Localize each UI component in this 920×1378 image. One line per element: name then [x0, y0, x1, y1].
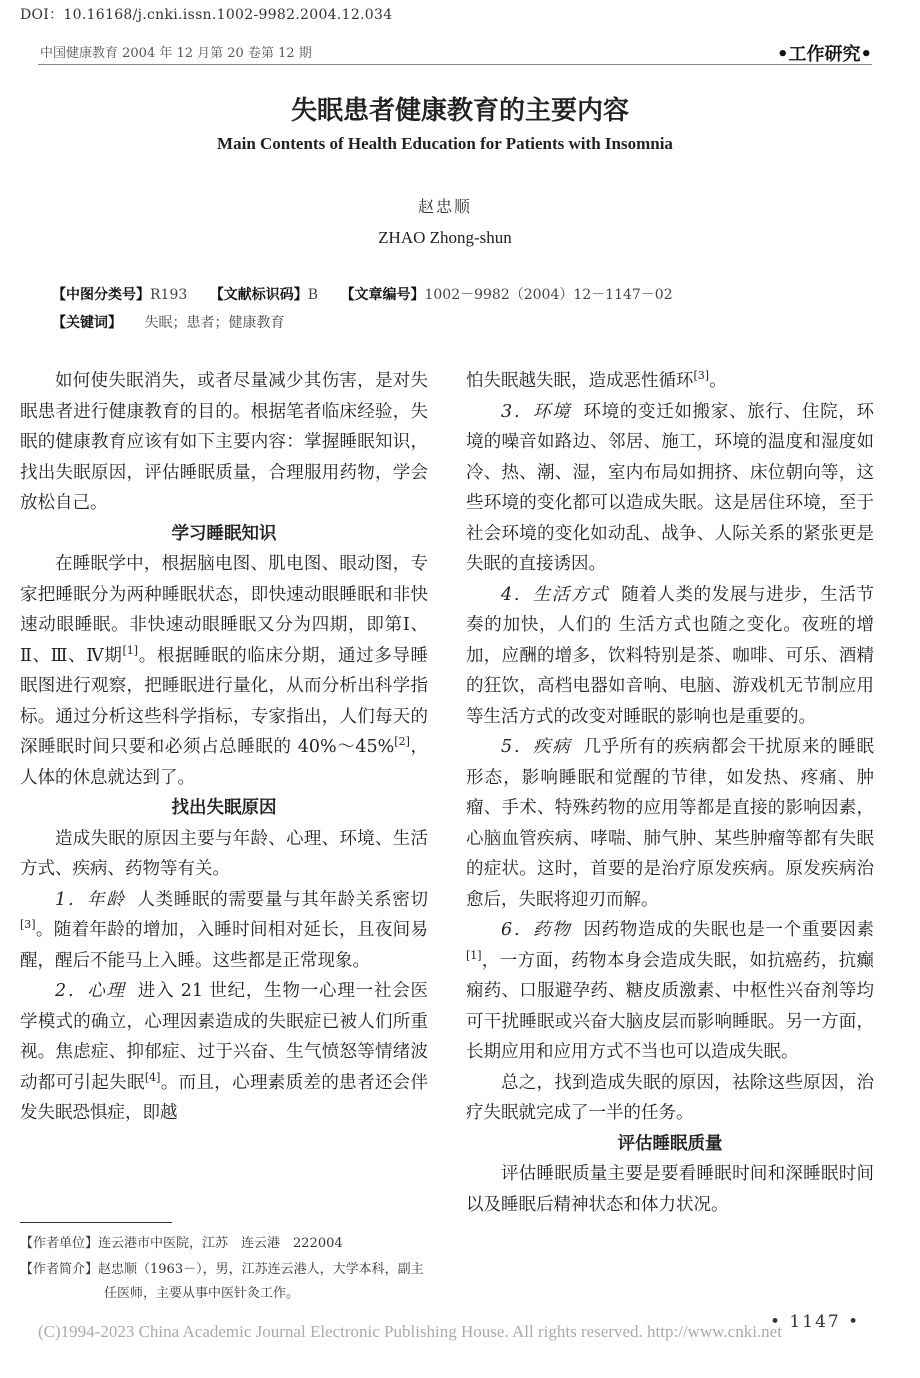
citation: [4]	[144, 1070, 161, 1084]
citation: [3]	[20, 918, 36, 932]
citation: [1]	[466, 948, 482, 962]
doc-code-label: 【文献标识码】	[209, 287, 308, 303]
clc-label: 【中图分类号】	[52, 287, 150, 303]
right-column	[466, 366, 874, 1220]
journal-info: 中国健康教育 2004 年 12 月第 20 卷第 12 期	[40, 46, 312, 61]
footnote-unit-value: 连云港市中医院，江苏 连云港 222004	[98, 1236, 343, 1251]
summary-paragraph: 总之，找到造成失眠的原因，祛除这些原因，治疗失眠就完成了一半的任务。	[466, 1072, 874, 1123]
footnote-bio	[20, 1258, 430, 1306]
page-number: • 1147 •	[770, 1312, 861, 1332]
cause-environment-paragraph: 3．环境 环境的变迁如搬家、旅行、住院，环境的噪音如路边、邻居、施工，环境的温度和湿度如冷、热、潮、湿，室内布局如拥挤、床位朝向等，这些环境的变化都可以造成失眠。这是居住环境，至于社会环境的变化如动乱、战争、人际关系的紧张更是失眠的直接诱因。	[466, 401, 874, 574]
cause-drug-paragraph: 6．药物 因药物造成的失眠也是一个重要因素[1]，一方面，药物本身会造成失眠，如抗癌药，抗癫痫药、口服避孕药、糖皮质激素、中枢性兴奋剂等均可干扰睡眠或兴奋大脑皮层而影响睡眠。另一方面，长期应用和应用方式不当也可以造成失眠。	[466, 920, 874, 1062]
keywords-label: 【关键词】	[52, 315, 122, 331]
article-number-value: 1002－9982（2004）12－1147－02	[424, 287, 673, 303]
clc-value: R193	[150, 287, 188, 303]
cause-keyword: 2．心理	[55, 981, 126, 1001]
classification-line	[52, 284, 691, 304]
cause-lifestyle-paragraph: 4．生活方式 随着人类的发展与进步，生活节奏的加快，人们的 生活方式也随之变化。夜班的增加，应酬的增多，饮料特别是茶、咖啡、可乐、酒精的狂饮，高档电器如音响、电脑、游戏机无节制应用等生活方式的改变对睡眠的影响也是重要的。	[466, 584, 875, 727]
section-heading-causes: 找出失眠原因	[171, 798, 277, 818]
citation: [1]	[122, 643, 139, 657]
footnote-unit-label: 【作者单位】	[20, 1236, 99, 1251]
title-cn: 失眠患者健康教育的主要内容	[290, 96, 629, 126]
left-column	[20, 366, 428, 1129]
cause-keyword: 1．年龄	[55, 889, 126, 910]
causes-paragraph: 造成失眠的原因主要与年龄、心理、环境、生活方式、疾病、药物等有关。	[20, 828, 428, 879]
doc-code-value: B	[307, 287, 319, 303]
section-heading-sleep-knowledge: 学习睡眠知识	[171, 523, 277, 544]
cause-illness-paragraph: 5．疾病 几乎所有的疾病都会干扰原来的睡眠形态，影响睡眠和觉醒的节律，如发热、疼痛、肿瘤、手术、特殊药物的应用等都是直接的影响因素，心脑血管疾病、哮喘、肺气肿、某些肿瘤等都有失眠的症状。这时，首要的是治疗原发疾病。原发疾病治愈后，失眠将迎刃而解。	[466, 737, 874, 910]
cause-keyword: 4．生活方式	[501, 584, 610, 605]
title-en: Main Contents of Health Education for Patients with Insomnia	[217, 134, 673, 153]
cause-keyword: 5．疾病	[501, 737, 572, 757]
author-cn: 赵忠顺	[417, 197, 472, 216]
cause-keyword: 6．药物	[501, 920, 572, 940]
footnote-rule	[20, 1222, 172, 1223]
section-heading-quality: 评估睡眠质量	[617, 1133, 723, 1154]
doi: DOI：10.16168/j.cnki.issn.1002-9982.2004.12.034	[20, 7, 393, 23]
citation: [2]	[394, 735, 410, 749]
cause-keyword: 3．环境	[501, 401, 572, 422]
quality-paragraph: 评估睡眠质量主要是要看睡眠时间和深睡眠时间以及睡眠后精神状态和体力状况。	[466, 1164, 874, 1215]
cause-psychology-paragraph: 2．心理 进入 21 世纪，生物一心理一社会医学模式的确立，心理因素造成的失眠症已被人们所重视。焦虑症、抑郁症、过于兴奋、生气愤怒等情绪波动都可引起失眠[4]。而且，心理素质差的患者还会伴发失眠恐惧症，即越	[20, 981, 429, 1123]
continued-paragraph: 怕失眠越失眠，造成恶性循环[3]。	[466, 369, 727, 391]
footnote-bio-value: 赵忠顺（1963－），男，江苏连云港人，大学本科，副主任医师，主要从事中医针灸工作。	[98, 1262, 424, 1301]
article-number-label: 【文章编号】	[340, 287, 425, 303]
cause-age-paragraph: 1．年龄 人类睡眠的需要量与其年龄关系密切[3]。随着年龄的增加，入睡时间相对延长，且夜间易醒，醒后不能马上入睡。这些都是正常现象。	[20, 889, 428, 971]
citation: [3]	[693, 369, 710, 383]
header-rule	[38, 64, 872, 65]
author-en: ZHAO Zhong-shun	[378, 228, 512, 247]
footnote-unit	[20, 1232, 430, 1256]
footnote-bio-label: 【作者简介】	[20, 1262, 99, 1277]
copyright-line: (C)1994-2023 China Academic Journal Electronic Publishing House. All rights reserved. http://www.cnki.net	[38, 1322, 782, 1341]
sleep-knowledge-paragraph: 在睡眠学中，根据脑电图、肌电图、眼动图，专家把睡眠分为两种睡眠状态，即快速动眼睡眠和非快速动眼睡眠。非快速动眼睡眠又分为四期，即第Ⅰ、Ⅱ、Ⅲ、Ⅳ期[1]。根据睡眠的临床分期，通过多导睡眠图进行观察，把睡眠进行量化，从而分析出科学指标。通过分析这些科学指标，专家指出，人们每天的深睡眠时间只要和必须占总睡眠的 40%～45%[2]，人体的休息就达到了。	[20, 554, 428, 788]
section-tag: •工作研究•	[776, 44, 872, 65]
keywords-line	[52, 312, 302, 332]
keywords-value: 失眠；患者；健康教育	[144, 315, 285, 331]
intro-paragraph: 如何使失眠消失，或者尽量减少其伤害，是对失眠患者进行健康教育的目的。根据笔者临床经验，失眠的健康教育应该有如下主要内容：掌握睡眠知识，找出失眠原因，评估睡眠质量，合理服用药物，学会放松自己。	[20, 371, 428, 513]
